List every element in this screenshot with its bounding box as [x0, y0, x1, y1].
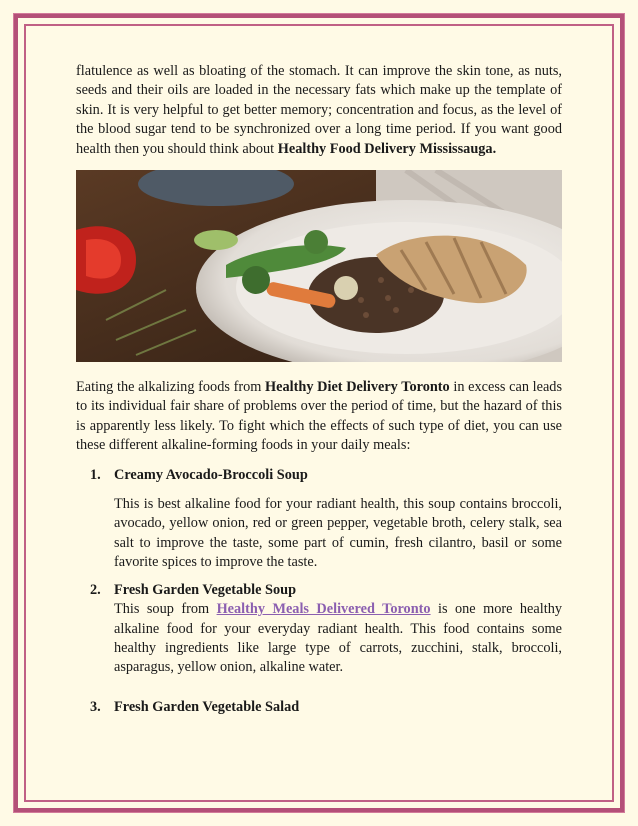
list-number: 3. — [90, 698, 101, 715]
food-photo-illustration — [76, 170, 562, 362]
alkaline-food-list — [76, 466, 562, 717]
zucchini-slice — [194, 230, 238, 250]
para2-text-start: Eating the alkalizing foods from — [76, 379, 266, 396]
healthy-meals-link[interactable]: Healthy Meals Delivered Toronto — [216, 601, 431, 618]
list-number: 1. — [90, 466, 101, 483]
list-item — [76, 581, 562, 678]
item-body-end: is one more healthy alkaline food for your everyday radiant health. This food contains some healthy ingredients like large type of carrots, zucchini, stalk, broccoli, asparagus, yellow onion, alkaline water. — [114, 601, 562, 676]
cauliflower — [334, 276, 358, 300]
broccoli — [242, 266, 270, 294]
item-title: Fresh Garden Vegetable Soup — [114, 581, 297, 598]
intro-bold-keyword: Healthy Food Delivery Mississauga. — [277, 140, 497, 157]
para2-bold-keyword: Healthy Diet Delivery Toronto — [265, 379, 450, 396]
item-body — [114, 600, 562, 678]
item-body: This is best alkaline food for your radiant health, this soup contains broccoli, avocado, yellow onion, red or green pepper, vegetable broth, celery stalk, sea salt to improve the taste, some part of cumin, fresh cilantro, basil or some favorite spices to improve the taste. — [114, 496, 562, 571]
item-body-start: This soup from — [114, 601, 217, 618]
list-item — [76, 698, 562, 717]
paragraph-alkalizing — [76, 378, 562, 456]
food-photo — [76, 170, 562, 362]
item-title: Fresh Garden Vegetable Salad — [114, 698, 300, 715]
item-title: Creamy Avocado-Broccoli Soup — [114, 466, 308, 483]
list-number: 2. — [90, 581, 101, 598]
list-item — [76, 466, 562, 573]
intro-text: flatulence as well as bloating of the stomach. It can improve the skin tone, as nuts, seeds and their oils are loaded in the necessary fats which make up the template of skin. It is very helpful to get better memory; concentration and focus, as the level of the blood sugar tend to be synchronized over a long time period. If you want good health then you should think about — [76, 63, 562, 157]
para2-text-end: in excess can leads to its individual fair share of problems over the period of time, but the hazard of this is apparently less likely. To fight which the effects of such type of diet, you can use these different alkaline-forming foods in your daily meals: — [76, 379, 563, 454]
page-content — [76, 62, 562, 717]
intro-paragraph — [76, 62, 562, 159]
